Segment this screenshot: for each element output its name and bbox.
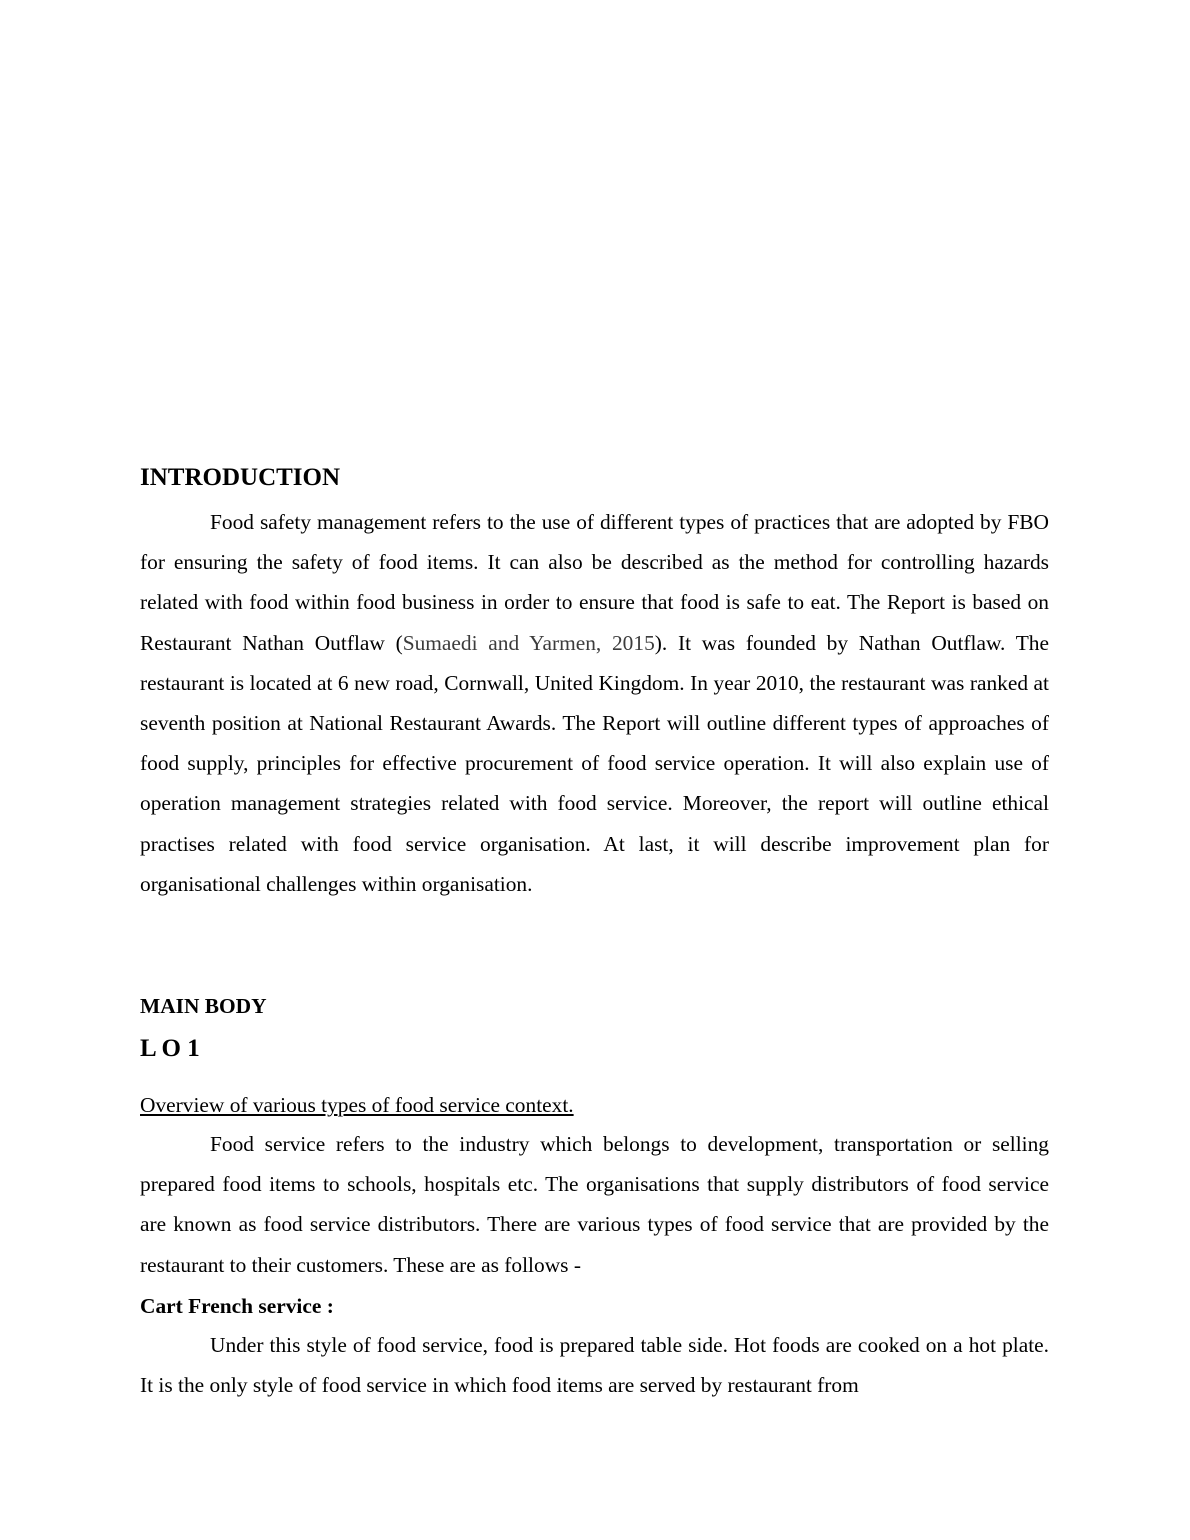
lo1-heading: L O 1 (140, 1035, 200, 1062)
introduction-text-before-citation: Food safety management refers to the use of different types of practices that are adopted by FBO for ensuring the safety of food items. It can also be described as the method for controlling hazards related with food within food business in order to ensure that food is safe to eat. The Report is based on Restaurant Nathan Outflaw ( (140, 510, 1049, 655)
main-body-heading: MAIN BODY (140, 994, 267, 1018)
introduction-paragraph (140, 502, 1049, 904)
cart-french-service-heading: Cart French service : (140, 1294, 334, 1318)
food-service-overview-subheading: Overview of various types of food service context. (140, 1093, 574, 1117)
cart-french-service-paragraph: Under this style of food service, food is prepared table side. Hot foods are cooked on a hot plate. It is the only style of food service in which food items are served by restaurant from (140, 1333, 1049, 1398)
introduction-text-after-citation: ). It was founded by Nathan Outflaw. The restaurant is located at 6 new road, Cornwall, United Kingdom. In year 2010, the restaurant was ranked at seventh position at National Restaurant Awards. The Report will outline different types of approaches of food supply, principles for effective procurement of food service operation. It will also explain use of operation management strategies related with food service. Moreover, the report will outline ethical practises related with food service organisation. At last, it will describe improvement plan for organisational challenges within organisation. (140, 630, 1049, 896)
food-service-paragraph: Food service refers to the industry which belongs to development, transportation or selling prepared food items to schools, hospitals etc. The organisations that supply distributors of food service are known as food service distributors. There are various types of food service that are provided by the restaurant to their customers. These are as follows - (140, 1132, 1049, 1277)
citation: Sumaedi and Yarmen, 2015 (402, 630, 655, 655)
introduction-heading: INTRODUCTION (140, 464, 341, 491)
